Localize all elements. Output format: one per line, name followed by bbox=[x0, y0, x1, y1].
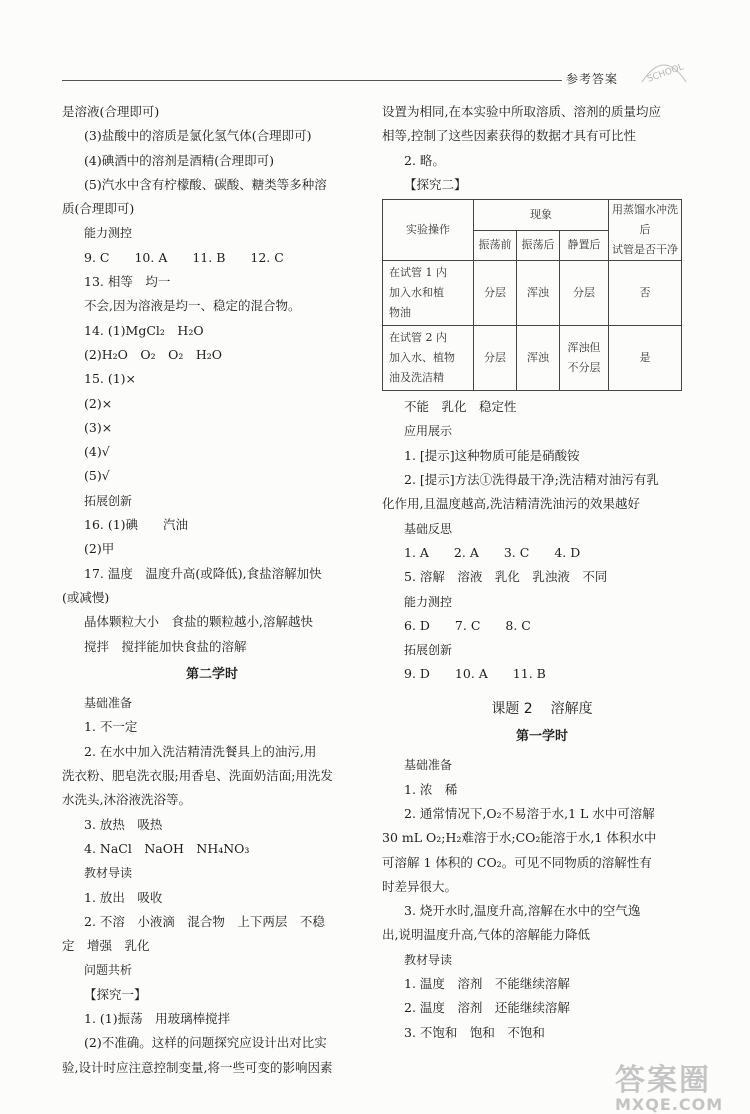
table-header-cell: 振荡后 bbox=[517, 230, 560, 261]
table-cell: 分层 bbox=[560, 261, 609, 326]
answer-line: 3. 不饱和 饱和 不饱和 bbox=[404, 1024, 545, 1040]
table-cell: 浑浊 bbox=[517, 326, 560, 391]
answer-line: 2. 温度 溶剂 还能继续溶解 bbox=[404, 1000, 570, 1016]
table-header-cell: 静置后 bbox=[560, 230, 609, 261]
answer-line: 化作用,且温度越高,洗洁精清洗油污的效果越好 bbox=[382, 496, 640, 512]
section-heading: 基础反思 bbox=[404, 521, 453, 536]
answer-line: 搅拌 搅拌能加快食盐的溶解 bbox=[84, 638, 247, 654]
answer-line: (4)√ bbox=[84, 444, 110, 460]
answer-line: 验,设计时应注意控制变量,将一些可变的影响因素 bbox=[62, 1059, 333, 1075]
answer-line: (3)盐酸中的溶质是氯化氢气体(合理即可) bbox=[84, 128, 312, 144]
section-heading: 教材导读 bbox=[404, 952, 453, 967]
answer-line: 出,说明温度升高,气体的溶解能力降低 bbox=[382, 927, 590, 943]
section-heading: 拓展创新 bbox=[404, 643, 453, 658]
section-heading: 应用展示 bbox=[404, 424, 453, 439]
answer-line: 质(合理即可) bbox=[62, 201, 135, 217]
answer-line: (3)× bbox=[84, 419, 113, 435]
watermark-url: MXQE.COM bbox=[615, 1095, 724, 1114]
answer-line: 1. A 2. A 3. C 4. D bbox=[404, 544, 581, 560]
answer-line: 2. 通常情况下,O₂不易溶于水,1 L 水中可溶解 bbox=[404, 805, 655, 821]
answer-line: 1. 放出 吸收 bbox=[84, 889, 163, 905]
table-cell: 分层 bbox=[474, 326, 517, 391]
table-header-row bbox=[383, 200, 682, 231]
answer-line: 定 增强 乳化 bbox=[62, 938, 150, 954]
table-cell: 是 bbox=[609, 326, 682, 391]
section-heading: 问题共析 bbox=[84, 963, 133, 978]
answer-line: 时差异很大。 bbox=[382, 878, 458, 894]
answer-line: 晶体颗粒大小 食盐的颗粒越小,溶解越快 bbox=[84, 614, 313, 630]
answer-line: 相等,控制了这些因素获得的数据才具有可比性 bbox=[382, 128, 636, 144]
table-cell: 浑浊但 不分层 bbox=[560, 326, 609, 391]
answer-line: (2)甲 bbox=[84, 541, 115, 557]
answer-line: 5. 溶解 溶液 乳化 乳浊液 不同 bbox=[404, 569, 608, 585]
answer-line: 洗衣粉、肥皂洗衣服;用香皂、洗面奶洁面;用洗发 bbox=[62, 768, 333, 784]
section-heading: 能力测控 bbox=[404, 594, 453, 609]
answer-line: (2)H₂O O₂ O₂ H₂O bbox=[84, 346, 223, 362]
school-logo-text: SCHOOL bbox=[646, 62, 686, 85]
answer-line: 3. 烧开水时,温度升高,溶解在水中的空气逸 bbox=[404, 903, 641, 919]
table-header-cell: 实验操作 bbox=[383, 200, 474, 261]
table-header-cell: 现象 bbox=[474, 200, 609, 231]
lesson-heading: 第一学时 bbox=[515, 729, 568, 745]
answer-line: 6. D 7. C 8. C bbox=[404, 617, 531, 633]
answer-line: 1. (1)振荡 用玻璃棒搅拌 bbox=[84, 1010, 231, 1026]
answer-line: 2. 在水中加入洗洁精清洗餐具上的油污,用 bbox=[84, 743, 317, 759]
right-column bbox=[382, 100, 702, 1045]
answer-line: 2. 略。 bbox=[404, 152, 445, 168]
answer-line: 17. 温度 温度升高(或降低),食盐溶解加快 bbox=[84, 565, 322, 581]
table-cell: 否 bbox=[609, 261, 682, 326]
table-header-cell: 用蒸馏水冲洗后 试管是否干净 bbox=[609, 200, 682, 261]
answer-line: 14. (1)MgCl₂ H₂O bbox=[84, 322, 204, 338]
section-heading: 拓展创新 bbox=[84, 493, 133, 508]
watermark-logo bbox=[615, 1055, 723, 1114]
table-cell: 在试管 2 内 加入水、植物 油及洗洁精 bbox=[383, 326, 474, 391]
answer-line: 16. (1)碘 汽油 bbox=[84, 517, 189, 533]
table-row bbox=[383, 326, 682, 391]
school-logo-icon bbox=[638, 52, 690, 92]
table-cell: 浑浊 bbox=[517, 261, 560, 326]
section-heading: 基础准备 bbox=[404, 758, 453, 773]
answer-line: 4. NaCl NaOH NH₄NO₃ bbox=[84, 840, 250, 856]
answer-line: 13. 相等 均一 bbox=[84, 274, 171, 290]
answer-line: (5)√ bbox=[84, 468, 110, 484]
answer-line: 9. C 10. A 11. B 12. C bbox=[84, 249, 284, 265]
answer-line: 不能 乳化 稳定性 bbox=[404, 399, 517, 415]
answer-line: 是溶液(合理即可) bbox=[62, 104, 160, 119]
answer-line: 30 mL O₂;H₂难溶于水;CO₂能溶于水,1 体积水中 bbox=[382, 830, 657, 846]
answer-line: (2)× bbox=[84, 395, 113, 411]
answer-line: (4)碘酒中的溶剂是酒精(合理即可) bbox=[84, 152, 274, 168]
answer-line: (或减慢) bbox=[62, 589, 110, 605]
section-heading: 能力测控 bbox=[84, 226, 133, 241]
topic-heading bbox=[382, 697, 702, 721]
answer-line: 9. D 10. A 11. B bbox=[404, 666, 546, 682]
answer-line: 水洗头,沐浴液洗浴等。 bbox=[62, 792, 191, 808]
answer-line: 3. 放热 吸热 bbox=[84, 816, 163, 832]
answer-line: 1. 浓 稀 bbox=[404, 781, 458, 797]
answer-line: 1. 温度 溶剂 不能继续溶解 bbox=[404, 976, 570, 992]
answer-line: (5)汽水中含有柠檬酸、碳酸、糖类等多种溶 bbox=[84, 176, 327, 192]
table-cell: 在试管 1 内 加入水和植 物油 bbox=[383, 261, 474, 326]
lesson-heading: 第二学时 bbox=[185, 666, 238, 682]
left-column bbox=[62, 100, 362, 1080]
section-heading: 基础准备 bbox=[84, 696, 133, 711]
page-header-title: 参考答案 bbox=[566, 72, 619, 86]
header-rule bbox=[62, 80, 562, 81]
experiment-table bbox=[382, 199, 682, 391]
answer-line: 1. 不一定 bbox=[84, 719, 138, 735]
answer-line: 【探究一】 bbox=[84, 986, 147, 1002]
answer-line: 不会,因为溶液是均一、稳定的混合物。 bbox=[84, 298, 301, 314]
section-heading: 教材导读 bbox=[84, 866, 133, 881]
table-row bbox=[383, 261, 682, 326]
topic-name: 溶解度 bbox=[550, 700, 593, 717]
answer-line: 2. 不溶 小液滴 混合物 上下两层 不稳 bbox=[84, 913, 325, 929]
table-header-cell: 振荡前 bbox=[474, 230, 517, 261]
watermark-text: 答案圈 bbox=[615, 1063, 711, 1098]
answer-line: 设置为相同,在本实验中所取溶质、溶剂的质量均应 bbox=[382, 104, 661, 119]
answer-line: (2)不准确。这样的问题探究应设计出对比实 bbox=[84, 1035, 327, 1051]
table-cell: 分层 bbox=[474, 261, 517, 326]
answer-line: 2. [提示]方法①洗得最干净;洗洁精对油污有乳 bbox=[404, 472, 659, 488]
answer-line: 【探究二】 bbox=[404, 176, 467, 192]
answer-line: 1. [提示]这种物质可能是硝酸铵 bbox=[404, 447, 580, 463]
answer-line: 15. (1)× bbox=[84, 371, 137, 387]
answer-line: 可溶解 1 体积的 CO₂。可见不同物质的溶解性有 bbox=[382, 854, 652, 870]
topic-number: 课题 2 bbox=[491, 700, 533, 717]
